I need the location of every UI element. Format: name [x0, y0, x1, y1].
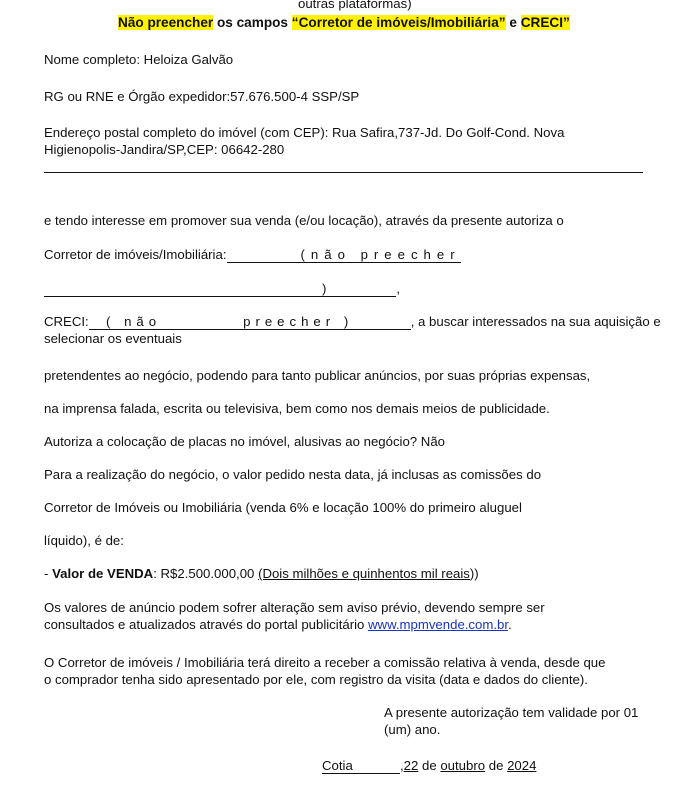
valor-close: )) [469, 566, 479, 581]
cidade-text: Cotia [322, 758, 353, 773]
portal-link[interactable]: www.mpmvende.com.br [368, 617, 509, 632]
creci-value-a: não [124, 314, 162, 329]
validade-line2: (um) ano. [384, 722, 441, 737]
paragraph-interesse: e tendo interesse em promover sua venda (e/ou locação), através da presente autoriza o [44, 213, 564, 228]
paragraph-placas: Autoriza a colocação de placas no imóvel, alusivas ao negócio? Não [44, 434, 445, 449]
corretor-value [301, 247, 461, 263]
continuation-blank2 [326, 281, 396, 297]
notice-part3: “Corretor de imóveis/Imobiliária” [291, 15, 506, 30]
anuncio-text: consultados e atualizados através do portal publicitário [44, 617, 369, 632]
creci-line [44, 314, 661, 330]
date-line [322, 758, 536, 774]
corretor-paren: ( [300, 247, 311, 262]
paragraph-pretendentes: pretendentes ao negócio, podendo para tanto publicar anúncios, por suas próprias expensas, [44, 368, 591, 383]
paragraph-comissao: Corretor de Imóveis ou Imobiliária (venda 6% e locação 100% do primeiro aluguel [44, 500, 522, 515]
creci-value: ( não preecher ) [89, 314, 411, 330]
corretor-label: Corretor de imóveis/Imobiliária: [44, 247, 227, 262]
notice-part5: CRECI” [520, 15, 570, 30]
corretor-value-text: não preecher [310, 247, 461, 262]
notice-part2: os campos [213, 15, 292, 30]
creci-label: CRECI: [44, 314, 89, 329]
anuncio-end: . [508, 617, 512, 632]
paragraph-comissao-venda-line2: o comprador tenha sido apresentado por ele, com registro da visita (data e dados do cliente). [44, 672, 588, 687]
date-de1: de [418, 758, 441, 773]
date-dia: 22 [403, 758, 419, 773]
date-ano: 2024 [507, 758, 537, 773]
corretor-blank [227, 247, 301, 263]
valor-extenso: (Dois milhões e quinhentos mil reais [258, 566, 470, 581]
valor-venda-line [44, 566, 479, 581]
continuation-blank [44, 281, 322, 297]
date-cidade [322, 758, 400, 774]
field-endereco-line2: Higienopolis-Jandira/SP,CEP: 06642-280 [44, 142, 285, 157]
paragraph-imprensa: na imprensa falada, escrita ou televisiva, bem como nos demais meios de publicidade. [44, 401, 550, 416]
date-de2: de [485, 758, 508, 773]
header-top-line: outras plataformas) [298, 0, 412, 11]
valor-amount: : R$2.500.000,00 [153, 566, 259, 581]
creci-value-b: preecher [243, 314, 336, 329]
valor-prefix: - [44, 566, 53, 581]
valor-label: Valor de VENDA [52, 566, 154, 581]
validade-line1: A presente autorização tem validade por 01 [384, 705, 639, 720]
notice-line [118, 15, 570, 30]
field-nome: Nome completo: Heloiza Galvão [44, 52, 234, 67]
creci-tail: , a buscar interessados na sua aquisição e [410, 314, 661, 329]
date-mes: outubro [440, 758, 486, 773]
field-endereco-line1: Endereço postal completo do imóvel (com CEP): Rua Safira,737-Jd. Do Golf-Cond. Nova [44, 125, 565, 140]
field-rg: RG ou RNE e Órgão expedidor:57.676.500-4 SSP/SP [44, 89, 360, 104]
paragraph-anuncio-line1: Os valores de anúncio podem sofrer alteração sem aviso prévio, devendo sempre ser [44, 600, 545, 615]
continuation-comma: , [396, 281, 401, 296]
corretor-continuation [44, 281, 400, 297]
paragraph-liquido: líquido), é de: [44, 533, 124, 548]
notice-part4: e [505, 15, 521, 30]
date-sep: , [400, 758, 404, 773]
corretor-line [44, 247, 461, 263]
paragraph-realizacao: Para a realização do negócio, o valor pedido nesta data, já inclusas as comissões do [44, 467, 542, 482]
notice-part1: Não preencher [118, 15, 214, 30]
address-underline [44, 172, 643, 173]
paragraph-anuncio-line2 [44, 617, 512, 632]
continuation-close-paren: ) [322, 281, 327, 296]
paragraph-comissao-venda-line1: O Corretor de imóveis / Imobiliária terá direito a receber a comissão relativa à venda, desde que [44, 655, 606, 670]
creci-tail-line2: selecionar os eventuais [44, 331, 182, 346]
